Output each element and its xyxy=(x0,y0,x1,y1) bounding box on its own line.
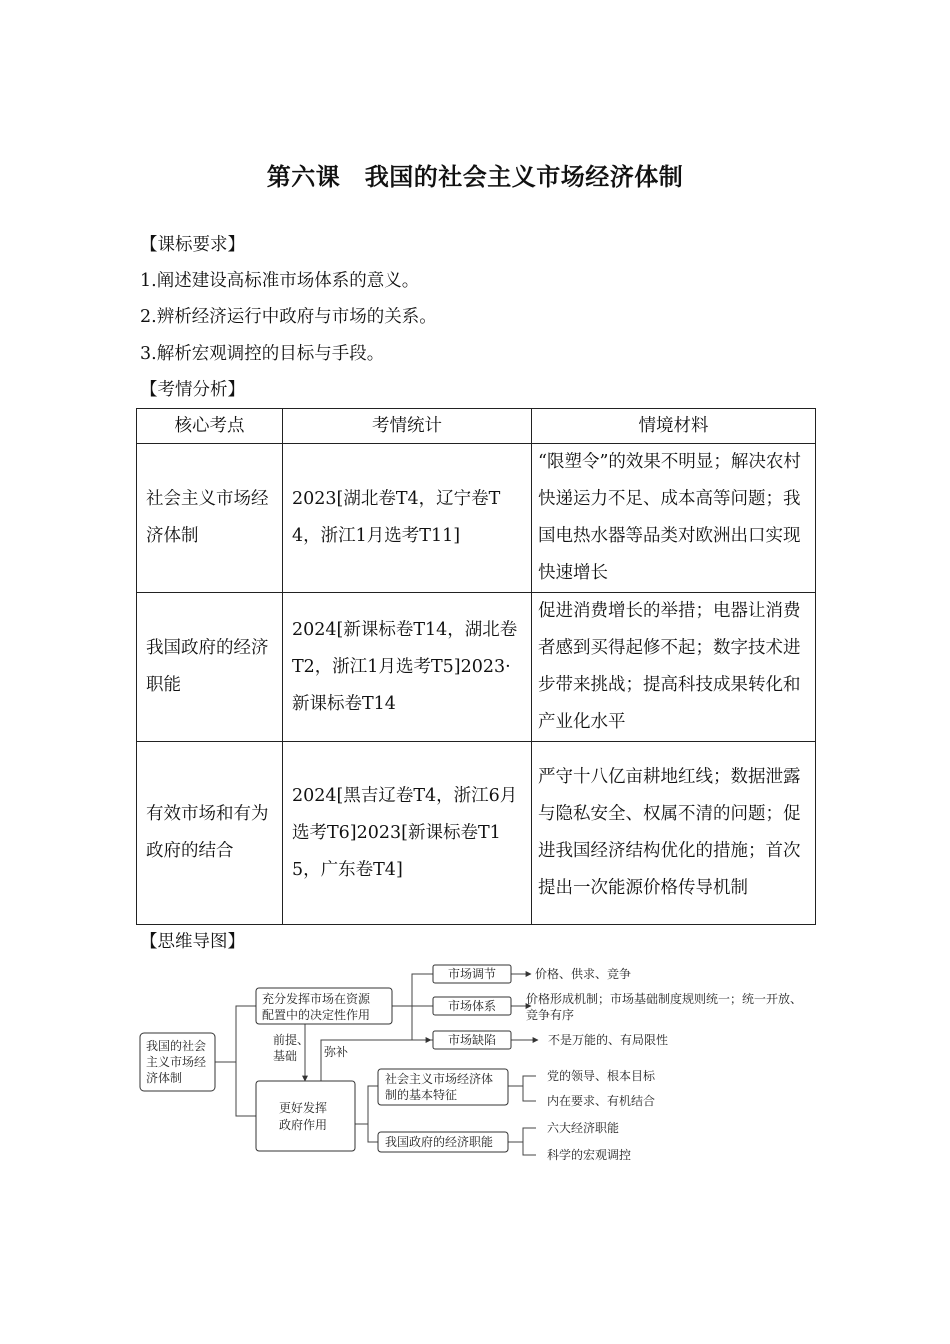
root-node-line: 我国的社会 xyxy=(146,1039,207,1053)
market-regulation-detail: 价格、供求、竞争 xyxy=(535,967,632,981)
core-point-cell: 我国政府的经济职能 xyxy=(137,593,283,742)
requirement-item: 2.辨析经济运行中政府与市场的关系。 xyxy=(140,307,437,327)
market-failure-node: 市场缺陷 xyxy=(448,1033,497,1047)
features-node-line: 社会主义市场经济体 xyxy=(385,1072,494,1086)
table-header-row xyxy=(137,409,816,444)
exam-stats-cell: 2023[湖北卷T4，辽宁卷T4，浙江1月选考T11] xyxy=(283,444,532,593)
core-point-cell: 社会主义市场经济体制 xyxy=(137,444,283,593)
features-detail: 党的领导、根本目标 xyxy=(547,1069,656,1083)
market-node-line: 配置中的决定性作用 xyxy=(262,1008,371,1022)
mindmap-heading: 【思维导图】 xyxy=(140,932,245,952)
exam-analysis-table xyxy=(136,408,816,925)
column-header: 考情统计 xyxy=(283,409,532,444)
supplement-label: 弥补 xyxy=(324,1045,349,1059)
exam-stats-cell: 2024[黑吉辽卷T4，浙江6月选考T6]2023[新课标卷T15，广东卷T4] xyxy=(283,742,532,925)
market-system-node: 市场体系 xyxy=(448,999,497,1013)
analysis-heading: 【考情分析】 xyxy=(140,380,245,400)
root-node-line: 主义市场经 xyxy=(146,1055,207,1069)
exam-stats-cell: 2024[新课标卷T14，湖北卷T2，浙江1月选考T5]2023·新课标卷T14 xyxy=(283,593,532,742)
features-node-line: 制的基本特征 xyxy=(385,1088,458,1102)
table-row xyxy=(137,742,816,925)
premise-label: 前提、 xyxy=(273,1033,310,1047)
material-cell: 严守十八亿亩耕地红线；数据泄露与隐私安全、权属不清的问题；促进我国经济结构优化的措施；首次提出一次能源价格传导机制 xyxy=(532,742,816,925)
root-node-line: 济体制 xyxy=(146,1071,183,1085)
table-row xyxy=(137,444,816,593)
market-regulation-node: 市场调节 xyxy=(448,967,497,981)
core-point-cell: 有效市场和有为政府的结合 xyxy=(137,742,283,925)
market-failure-detail: 不是万能的、有局限性 xyxy=(548,1033,669,1047)
functions-detail: 六大经济职能 xyxy=(547,1121,620,1135)
gov-node-line: 更好发挥 xyxy=(279,1101,328,1115)
premise-label: 基础 xyxy=(273,1049,298,1063)
market-system-detail: 价格形成机制；市场基础制度规则统一；统一开放、 xyxy=(526,992,803,1006)
functions-detail: 科学的宏观调控 xyxy=(547,1148,632,1162)
material-cell: “限塑令”的效果不明显；解决农村快递运力不足、成本高等问题；我国电热水器等品类对欧洲出口实现快速增长 xyxy=(532,444,816,593)
requirement-item: 1.阐述建设高标准市场体系的意义。 xyxy=(140,271,420,291)
requirement-item: 3.解析宏观调控的目标与手段。 xyxy=(140,344,385,364)
column-header: 情境材料 xyxy=(532,409,816,444)
market-node-line: 充分发挥市场在资源 xyxy=(262,992,371,1006)
page-title: 第六课 我国的社会主义市场经济体制 xyxy=(266,162,684,191)
requirements-heading: 【课标要求】 xyxy=(140,235,245,255)
gov-node-line: 政府作用 xyxy=(279,1118,328,1132)
column-header: 核心考点 xyxy=(137,409,283,444)
table-row xyxy=(137,593,816,742)
features-detail: 内在要求、有机结合 xyxy=(547,1094,656,1108)
functions-node: 我国政府的经济职能 xyxy=(385,1135,494,1149)
market-system-detail: 竞争有序 xyxy=(526,1008,575,1022)
mind-map xyxy=(138,958,828,1168)
material-cell: 促进消费增长的举措；电器让消费者感到买得起修不起；数字技术进步带来挑战；提高科技成果转化和产业化水平 xyxy=(532,593,816,742)
